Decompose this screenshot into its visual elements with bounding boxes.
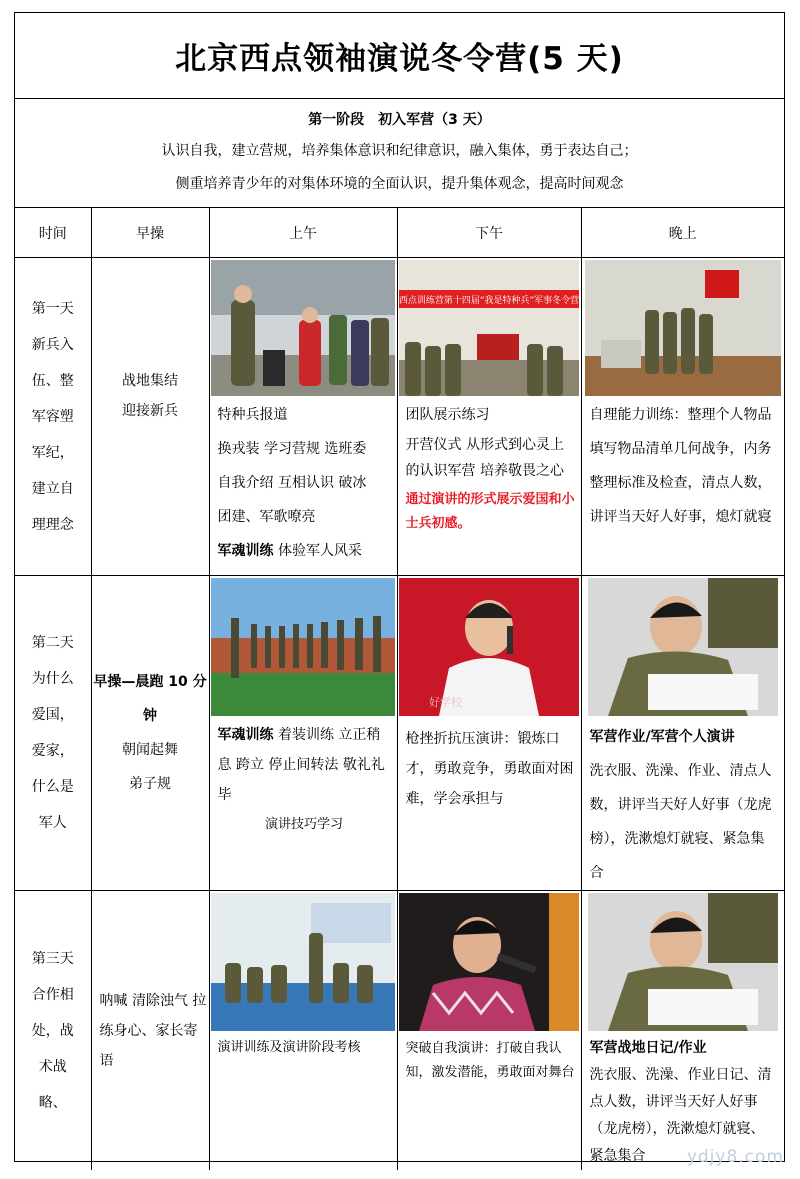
- day-1-evening-text: 自理能力训练：整理个人物品 填写物品清单几何战争，内务整理标准及检查，清点人数，讲评当天好人好事，熄灯就寝: [589, 407, 772, 525]
- stamp-text: 好学校: [429, 696, 462, 709]
- day-1-morning-line-1: 战地集结: [122, 373, 178, 389]
- day-2-morning-line-2: 朝闻起舞: [122, 742, 178, 758]
- day-3-am: [209, 891, 397, 1171]
- day-3-label: 第三天合作相处，战术战略、: [15, 891, 91, 1171]
- photo-boy-singing: [399, 893, 579, 1031]
- col-header-pm: 下午: [397, 208, 581, 258]
- day-1-pm-red: 通过演讲的形式展示爱国和小士兵初感。: [405, 492, 575, 531]
- day-1-am-line-4: 团建、军歌嘹亮: [217, 509, 316, 525]
- day-1-pm-line-2: 开营仪式 从形式到心灵上的认识军营 培养敬畏之心: [405, 437, 564, 479]
- col-header-am: 上午: [209, 208, 397, 258]
- day-2-morning-line-1: 早操—晨跑 10 分钟: [93, 674, 207, 724]
- day-1-am-line-1: 特种兵报道: [217, 407, 288, 423]
- day-1-am-bold: 军魂训练: [217, 543, 274, 559]
- photo-boy-writing-diary: [588, 893, 778, 1031]
- day-3-evening-bold: 军营战地日记/作业: [589, 1040, 707, 1056]
- day-2-evening-text: 洗衣服、洗澡、作业、清点人数，讲评当天好人好事（龙虎榜），洗漱熄灯就寝、紧急集合: [589, 763, 772, 881]
- stage-line-1: 认识自我，建立营规，培养集体意识和纪律意识，融入集体，勇于表达自己；: [161, 143, 638, 159]
- day-1-morning-line-2: 迎接新兵: [122, 403, 178, 419]
- day-1-am-line-2: 换戎装 学习营规 选班委: [217, 441, 367, 457]
- day-2-pm: [397, 576, 581, 891]
- photo-boy-speech: [399, 578, 579, 716]
- day-3-evening: [581, 891, 784, 1171]
- banner-text: 西点训练营第十四届“我是特种兵”军事冬令营: [399, 296, 579, 306]
- photo-soldiers-arrival: [211, 260, 395, 396]
- table-header-row: [15, 208, 784, 258]
- photo-boy-writing: [588, 578, 778, 716]
- day-3-am-text: 演讲训练及演讲阶段考核: [217, 1040, 361, 1055]
- table-row: [15, 258, 784, 576]
- day-2-label: 第二天为什么爱国，爱家，什么是军人: [15, 576, 91, 891]
- col-header-time: 时间: [15, 208, 91, 258]
- day-2-pm-text: 枪挫折抗压演讲：锻炼口才，勇敢竞争，勇敢面对困难，学会承担与: [405, 731, 574, 807]
- day-2-am-bold: 军魂训练: [217, 727, 274, 743]
- table-row: [15, 576, 784, 891]
- day-3-morning: 呐喊 清除浊气 拉练身心、家长寄语: [91, 891, 209, 1171]
- day-2-am-text: 着装训练 立正稍息 跨立 停止间转法 敬礼礼毕: [217, 727, 385, 803]
- day-2-morning-line-3: 弟子规: [129, 776, 171, 792]
- photo-classroom-assessment: [211, 893, 395, 1031]
- day-1-pm-line-1: 团队展示练习: [405, 407, 490, 423]
- stage-line-2: 侧重培养青少年的对集体环境的全面认识，提升集体观念，提高时间观念: [175, 176, 624, 192]
- schedule-sheet: [14, 12, 785, 1162]
- day-1-evening: [581, 258, 784, 576]
- day-2-morning: [91, 576, 209, 891]
- stage-intro: [15, 99, 784, 208]
- day-1-am-tail: 体验军人风采: [273, 543, 362, 559]
- table-row: [15, 891, 784, 1171]
- stage-heading: 第一阶段 初入军营（3 天）: [308, 112, 491, 128]
- photo-drill-training: [211, 578, 395, 716]
- schedule-table: [15, 208, 784, 1170]
- watermark: ydjy8.com: [686, 1147, 784, 1167]
- day-3-pm-text: 突破自我演讲：打破自我认知，激发潜能，勇敢面对舞台: [405, 1041, 575, 1080]
- page-title: 北京西点领袖演说冬令营(5 天): [15, 13, 784, 99]
- day-2-am: [209, 576, 397, 891]
- photo-dorm-inspection: [585, 260, 781, 396]
- day-1-am-line-3: 自我介绍 互相认识 破冰: [217, 475, 367, 491]
- col-header-evening: 晚上: [581, 208, 784, 258]
- day-2-evening: [581, 576, 784, 891]
- day-2-am-sub: 演讲技巧学习: [264, 817, 343, 832]
- col-header-morning-exercise: 早操: [91, 208, 209, 258]
- day-1-pm: [397, 258, 581, 576]
- day-3-evening-text: 洗衣服、洗澡、作业日记、清点人数，讲评当天好人好事（龙虎榜），洗漱熄灯就寝、紧急集合: [589, 1067, 772, 1164]
- day-1-morning: [91, 258, 209, 576]
- day-1-am: [209, 258, 397, 576]
- day-3-pm: [397, 891, 581, 1171]
- day-2-evening-bold: 军营作业/军营个人演讲: [589, 729, 735, 745]
- day-1-label: 第一天新兵入伍、整军容塑军纪，建立自理理念: [15, 258, 91, 576]
- photo-opening-ceremony: [399, 260, 579, 396]
